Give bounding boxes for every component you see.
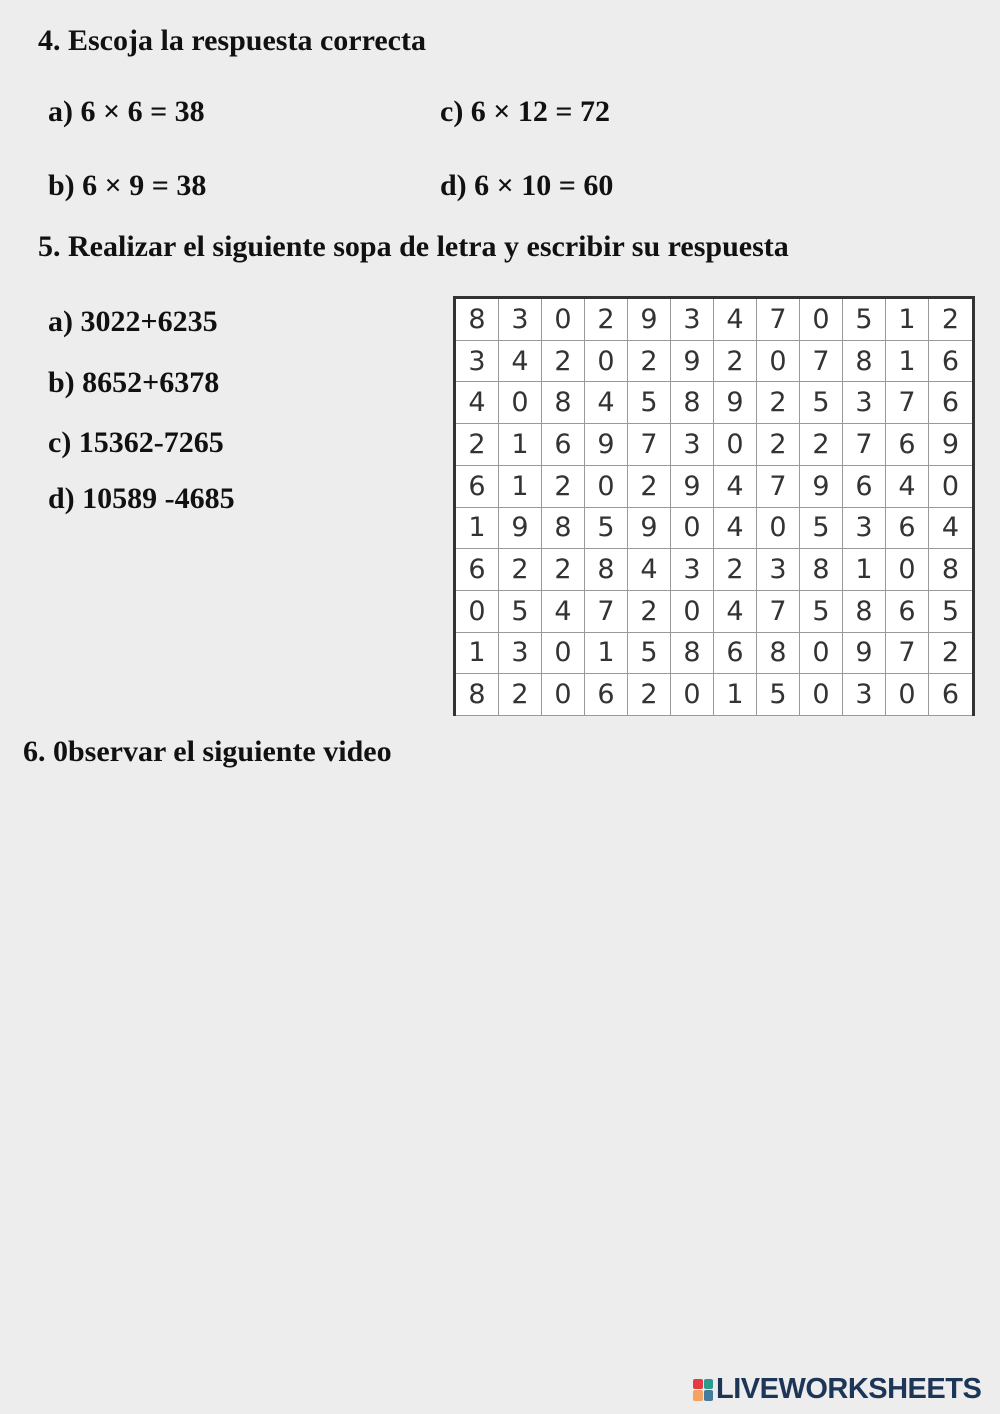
grid-cell: 3 xyxy=(843,674,886,716)
question-4-option-c: c) 6 × 12 = 72 xyxy=(440,95,610,128)
grid-cell: 6 xyxy=(585,674,628,716)
question-4-option-b: b) 6 × 9 = 38 xyxy=(48,169,207,202)
grid-cell: 4 xyxy=(714,591,757,633)
grid-cell: 3 xyxy=(671,424,714,466)
grid-cell: 8 xyxy=(843,591,886,633)
grid-cell: 6 xyxy=(456,466,499,508)
question-6-title: 6. 0bservar el siguiente video xyxy=(23,735,392,768)
grid-cell: 9 xyxy=(671,341,714,383)
grid-cell: 7 xyxy=(628,424,671,466)
grid-cell: 7 xyxy=(843,424,886,466)
question-4-title: 4. Escoja la respuesta correcta xyxy=(38,24,426,57)
logo-square-3 xyxy=(693,1390,703,1401)
grid-cell: 2 xyxy=(542,549,585,591)
grid-cell: 7 xyxy=(757,591,800,633)
grid-cell: 9 xyxy=(714,382,757,424)
logo-text: LIVEWORKSHEETS xyxy=(716,1373,982,1405)
grid-cell: 0 xyxy=(499,382,542,424)
grid-cell: 0 xyxy=(886,674,929,716)
grid-cell: 2 xyxy=(929,633,972,675)
grid-cell: 7 xyxy=(757,466,800,508)
logo-square-4 xyxy=(704,1390,714,1401)
grid-cell: 2 xyxy=(628,341,671,383)
grid-cell: 0 xyxy=(800,674,843,716)
grid-cell: 2 xyxy=(757,424,800,466)
grid-cell: 5 xyxy=(499,591,542,633)
grid-cell: 9 xyxy=(671,466,714,508)
grid-cell: 2 xyxy=(499,549,542,591)
grid-cell: 6 xyxy=(886,591,929,633)
question-5-item-b: b) 8652+6378 xyxy=(48,366,220,399)
grid-cell: 0 xyxy=(929,466,972,508)
grid-cell: 2 xyxy=(628,591,671,633)
grid-cell: 0 xyxy=(757,508,800,550)
grid-cell: 3 xyxy=(757,549,800,591)
grid-cell: 0 xyxy=(671,508,714,550)
grid-cell: 7 xyxy=(886,633,929,675)
grid-cell: 6 xyxy=(886,424,929,466)
grid-cell: 4 xyxy=(714,466,757,508)
grid-cell: 6 xyxy=(714,633,757,675)
grid-cell: 0 xyxy=(671,674,714,716)
grid-cell: 6 xyxy=(456,549,499,591)
logo-square-2 xyxy=(704,1379,714,1390)
question-5-item-c: c) 15362-7265 xyxy=(48,426,224,459)
grid-cell: 8 xyxy=(671,382,714,424)
grid-cell: 5 xyxy=(800,382,843,424)
question-4-option-a: a) 6 × 6 = 38 xyxy=(48,95,205,128)
grid-cell: 3 xyxy=(499,633,542,675)
grid-cell: 8 xyxy=(456,299,499,341)
grid-cell: 2 xyxy=(542,341,585,383)
grid-cell: 0 xyxy=(542,674,585,716)
grid-cell: 8 xyxy=(671,633,714,675)
liveworksheets-logo-icon xyxy=(693,1379,713,1401)
grid-cell: 4 xyxy=(714,508,757,550)
number-search-grid xyxy=(453,296,975,716)
grid-cell: 0 xyxy=(671,591,714,633)
grid-cell: 1 xyxy=(585,633,628,675)
grid-cell: 8 xyxy=(757,633,800,675)
grid-cell: 4 xyxy=(499,341,542,383)
grid-cell: 2 xyxy=(628,466,671,508)
grid-cell: 0 xyxy=(886,549,929,591)
grid-cell: 4 xyxy=(585,382,628,424)
grid-cell: 9 xyxy=(585,424,628,466)
grid-cell: 0 xyxy=(456,591,499,633)
grid-cell: 3 xyxy=(843,382,886,424)
grid-cell: 6 xyxy=(843,466,886,508)
grid-cell: 1 xyxy=(886,341,929,383)
grid-cell: 6 xyxy=(929,341,972,383)
grid-cell: 9 xyxy=(628,299,671,341)
logo-square-1 xyxy=(693,1379,703,1390)
grid-cell: 8 xyxy=(585,549,628,591)
grid-cell: 2 xyxy=(929,299,972,341)
grid-cell: 2 xyxy=(757,382,800,424)
grid-cell: 7 xyxy=(886,382,929,424)
grid-cell: 0 xyxy=(800,633,843,675)
grid-cell: 8 xyxy=(456,674,499,716)
grid-cell: 5 xyxy=(757,674,800,716)
grid-cell: 7 xyxy=(757,299,800,341)
grid-cell: 5 xyxy=(585,508,628,550)
grid-cell: 2 xyxy=(714,549,757,591)
grid-cell: 5 xyxy=(929,591,972,633)
grid-cell: 4 xyxy=(886,466,929,508)
grid-cell: 0 xyxy=(800,299,843,341)
grid-cell: 8 xyxy=(929,549,972,591)
grid-cell: 0 xyxy=(585,341,628,383)
grid-cell: 3 xyxy=(671,549,714,591)
grid-cell: 5 xyxy=(628,382,671,424)
grid-cell: 5 xyxy=(628,633,671,675)
grid-cell: 2 xyxy=(714,341,757,383)
grid-cell: 1 xyxy=(843,549,886,591)
grid-cell: 9 xyxy=(929,424,972,466)
question-5-title: 5. Realizar el siguiente sopa de letra y escribir su respuesta xyxy=(38,230,789,263)
grid-cell: 4 xyxy=(929,508,972,550)
grid-cell: 9 xyxy=(800,466,843,508)
grid-cell: 1 xyxy=(886,299,929,341)
grid-cell: 8 xyxy=(800,549,843,591)
grid-cell: 4 xyxy=(542,591,585,633)
grid-cell: 4 xyxy=(456,382,499,424)
grid-cell: 7 xyxy=(585,591,628,633)
grid-cell: 5 xyxy=(843,299,886,341)
grid-cell: 2 xyxy=(628,674,671,716)
grid-cell: 1 xyxy=(714,674,757,716)
grid-cell: 0 xyxy=(585,466,628,508)
grid-cell: 2 xyxy=(585,299,628,341)
grid-cell: 8 xyxy=(542,382,585,424)
grid-cell: 2 xyxy=(499,674,542,716)
grid-cell: 3 xyxy=(456,341,499,383)
grid-cell: 9 xyxy=(628,508,671,550)
grid-cell: 6 xyxy=(929,674,972,716)
grid-cell: 5 xyxy=(800,591,843,633)
grid-cell: 6 xyxy=(929,382,972,424)
grid-cell: 6 xyxy=(886,508,929,550)
question-5-item-a: a) 3022+6235 xyxy=(48,305,218,338)
grid-cell: 4 xyxy=(714,299,757,341)
grid-cell: 0 xyxy=(714,424,757,466)
grid-cell: 1 xyxy=(499,424,542,466)
grid-cell: 2 xyxy=(456,424,499,466)
grid-cell: 8 xyxy=(843,341,886,383)
grid-cell: 4 xyxy=(628,549,671,591)
grid-cell: 6 xyxy=(542,424,585,466)
grid-cell: 9 xyxy=(499,508,542,550)
grid-cell: 7 xyxy=(800,341,843,383)
question-5-item-d: d) 10589 -4685 xyxy=(48,482,235,515)
grid-cell: 3 xyxy=(499,299,542,341)
grid-cell: 1 xyxy=(456,633,499,675)
grid-cell: 8 xyxy=(542,508,585,550)
grid-cell: 2 xyxy=(542,466,585,508)
grid-cell: 3 xyxy=(671,299,714,341)
question-4-option-d: d) 6 × 10 = 60 xyxy=(440,169,614,202)
grid-cell: 5 xyxy=(800,508,843,550)
grid-cell: 2 xyxy=(800,424,843,466)
grid-cell: 3 xyxy=(843,508,886,550)
grid-cell: 0 xyxy=(542,633,585,675)
liveworksheets-logo xyxy=(693,1373,981,1406)
grid-cell: 9 xyxy=(843,633,886,675)
grid-cell: 0 xyxy=(757,341,800,383)
grid-cell: 1 xyxy=(499,466,542,508)
grid-cell: 1 xyxy=(456,508,499,550)
grid-cell: 0 xyxy=(542,299,585,341)
